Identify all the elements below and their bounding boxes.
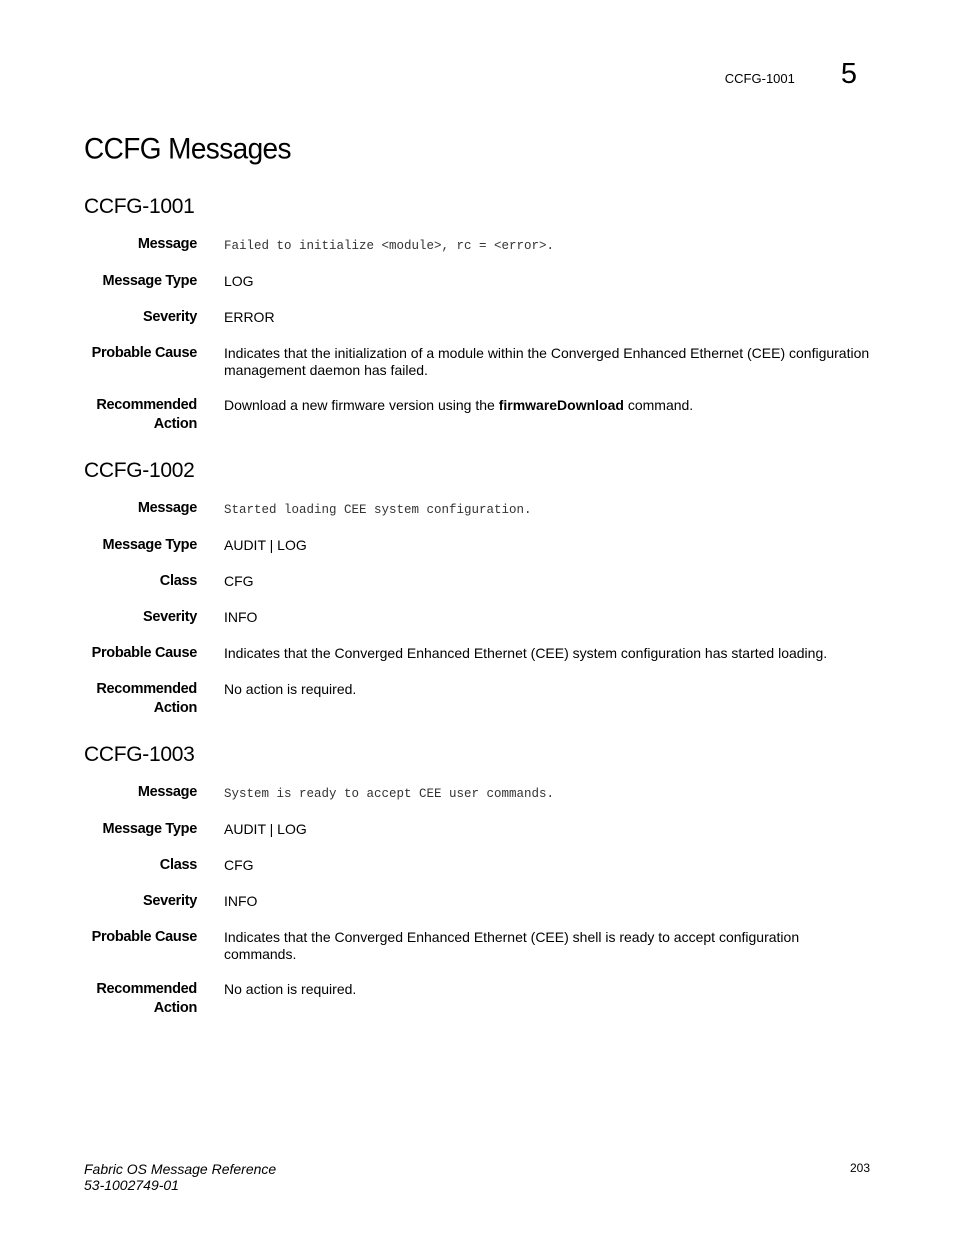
message-type-row: [84, 820, 874, 839]
recommended-action-value: [224, 396, 874, 434]
message-entry: [84, 459, 874, 718]
probable-cause-value: Indicates that the initialization of a module within the Converged Enhanced Ethernet (CEE) configuration management daemon has failed.: [224, 345, 870, 378]
recommended-action-label: [84, 980, 197, 1018]
page-header: [725, 58, 857, 91]
message-text: System is ready to accept CEE user commands.: [224, 787, 555, 801]
message-text: Failed to initialize <module>, rc = <error>.: [224, 239, 555, 253]
class-row: [84, 856, 874, 875]
severity-row: [84, 308, 874, 327]
recommended-action-label: [84, 396, 197, 434]
message-label: Message: [137, 784, 197, 800]
class-row: [84, 572, 874, 591]
chapter-number: 5: [840, 58, 857, 90]
severity-value: INFO: [224, 609, 258, 625]
main-content: [84, 133, 874, 1043]
severity-label: Severity: [142, 893, 197, 909]
probable-cause-value: Indicates that the Converged Enhanced Ethernet (CEE) system configuration has started loading.: [224, 645, 828, 661]
message-type-label: Message Type: [102, 537, 197, 553]
severity-value: INFO: [224, 893, 258, 909]
recommended-action-label-line1: Recommended: [96, 981, 197, 997]
message-type-value: LOG: [224, 273, 254, 289]
message-row: [84, 499, 874, 519]
severity-value: ERROR: [224, 309, 275, 325]
message-row: [84, 783, 874, 803]
page-number: 203: [849, 1161, 870, 1175]
message-id-heading: CCFG-1001: [84, 195, 195, 218]
book-title: Fabric OS Message Reference: [84, 1161, 277, 1177]
class-value: CFG: [224, 857, 254, 873]
message-type-value: AUDIT | LOG: [224, 821, 307, 837]
probable-cause-label: Probable Cause: [91, 345, 197, 361]
recommended-action-value: No action is required.: [224, 981, 357, 997]
recommended-action-label-line1: Recommended: [96, 397, 197, 413]
probable-cause-label: Probable Cause: [91, 645, 197, 661]
page-title: CCFG Messages: [84, 132, 291, 165]
severity-row: [84, 892, 874, 911]
message-type-row: [84, 536, 874, 555]
recommended-action-label: [84, 680, 197, 718]
message-row: [84, 235, 874, 255]
message-entry: [84, 195, 874, 434]
message-type-label: Message Type: [102, 273, 197, 289]
message-label: Message: [137, 500, 197, 516]
page-footer: [84, 1161, 870, 1193]
class-value: CFG: [224, 573, 254, 589]
document-number: 53-1002749-01: [84, 1177, 179, 1193]
recommended-action-label-line2: Action: [153, 700, 197, 716]
probable-cause-value: Indicates that the Converged Enhanced Ethernet (CEE) shell is ready to accept configuration commands.: [224, 929, 800, 962]
probable-cause-row: [84, 344, 874, 379]
command-name: firmwareDownload: [498, 397, 624, 413]
message-entry: [84, 743, 874, 1018]
recommended-action-value: No action is required.: [224, 681, 357, 697]
message-text: Started loading CEE system configuration.: [224, 503, 532, 517]
severity-label: Severity: [142, 609, 197, 625]
severity-label: Severity: [142, 309, 197, 325]
severity-row: [84, 608, 874, 627]
message-id-heading: CCFG-1003: [84, 743, 195, 766]
class-label: Class: [159, 857, 197, 873]
recommended-action-row: [84, 396, 874, 434]
message-label: Message: [137, 236, 197, 252]
probable-cause-row: [84, 644, 874, 663]
message-type-row: [84, 272, 874, 291]
probable-cause-label: Probable Cause: [91, 929, 197, 945]
recommended-action-label-line1: Recommended: [96, 681, 197, 697]
recommended-action-label-line2: Action: [153, 1000, 197, 1016]
action-text-post: command.: [623, 397, 694, 413]
message-type-value: AUDIT | LOG: [224, 537, 307, 553]
recommended-action-row: [84, 980, 874, 1018]
recommended-action-label-line2: Action: [153, 416, 197, 432]
running-head: CCFG-1001: [724, 71, 795, 86]
action-text-pre: Download a new firmware version using the: [224, 397, 499, 413]
class-label: Class: [159, 573, 197, 589]
recommended-action-row: [84, 680, 874, 718]
message-type-label: Message Type: [102, 821, 197, 837]
message-id-heading: CCFG-1002: [84, 459, 195, 482]
probable-cause-row: [84, 928, 874, 963]
footer-book-info: [84, 1161, 870, 1193]
